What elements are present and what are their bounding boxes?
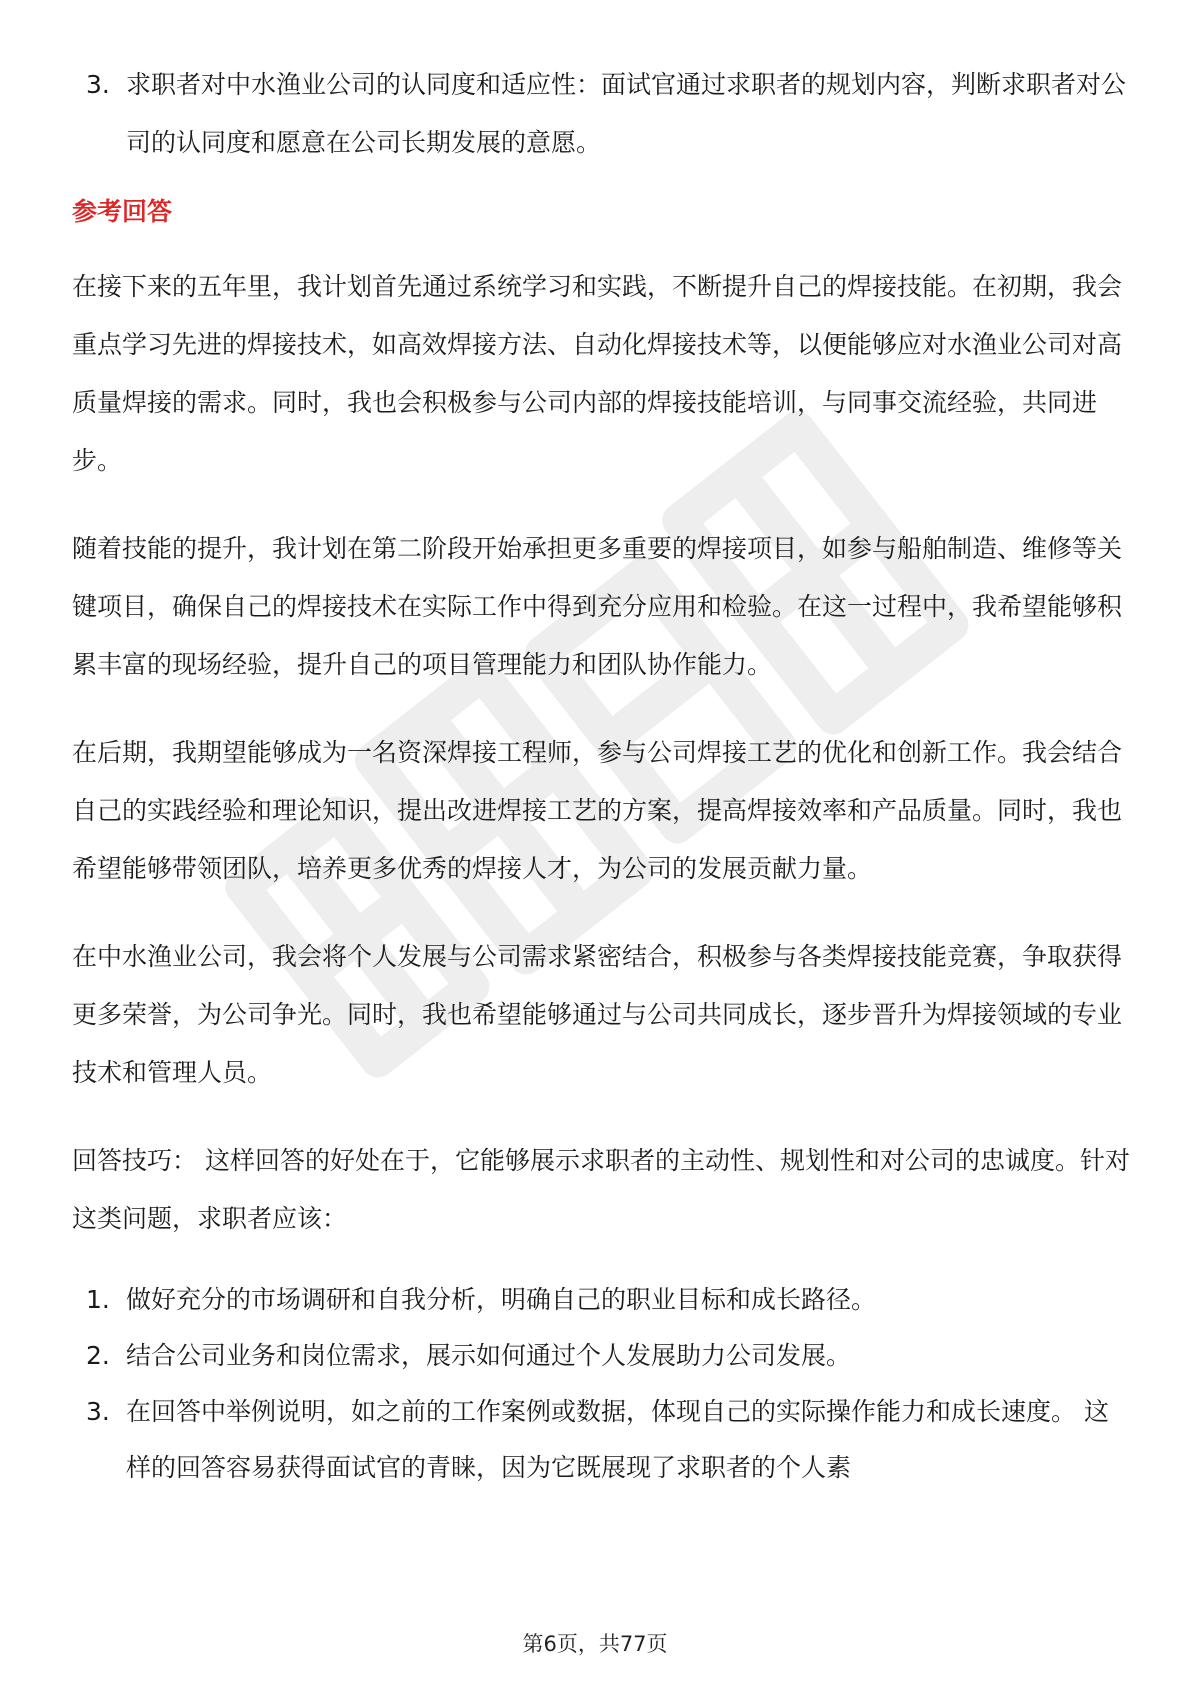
list-text: 做好充分的市场调研和自我分析，明确自己的职业目标和成长路径。 — [126, 1285, 877, 1314]
list-number: 3. — [86, 1397, 110, 1426]
answer-paragraph-1: 在接下来的五年里，我计划首先通过系统学习和实践，不断提升自己的焊接技能。在初期，我会重点学习先进的焊接技术，如高效焊接方法、自动化焊接技术等，以便能够应对水渔业公司对高质量焊接的需求。同时，我也会积极参与公司内部的焊接技能培训，与同事交流经验，共同进步。 — [72, 272, 1123, 475]
list-number: 2. — [86, 1341, 110, 1370]
section-heading: 参考回答 — [72, 197, 173, 226]
tips-paragraph: 回答技巧： 这样回答的好处在于，它能够展示求职者的主动性、规划性和对公司的忠诚度。针对这类问题，求职者应该： — [72, 1146, 1130, 1233]
page-footer: 第6页，共77页 — [522, 1632, 668, 1656]
criteria-list — [72, 56, 1132, 172]
answer-paragraph-2: 随着技能的提升，我计划在第二阶段开始承担更多重要的焊接项目，如参与船舶制造、维修等关键项目，确保自己的焊接技术在实际工作中得到充分应用和检验。在这一过程中，我希望能够积累丰富的现场经验，提升自己的项目管理能力和团队协作能力。 — [72, 534, 1123, 679]
list-item — [72, 1328, 1132, 1384]
list-item — [72, 1384, 1132, 1496]
answer-paragraph-4: 在中水渔业公司，我会将个人发展与公司需求紧密结合，积极参与各类焊接技能竞赛，争取获得更多荣誉，为公司争光。同时，我也希望能够通过与公司共同成长，逐步晋升为焊接领域的专业技术和管理人员。 — [72, 942, 1123, 1087]
list-number: 1. — [86, 1285, 110, 1314]
list-text: 结合公司业务和岗位需求，展示如何通过个人发展助力公司发展。 — [126, 1341, 852, 1370]
list-item — [72, 1272, 1132, 1328]
list-text: 在回答中举例说明，如之前的工作案例或数据，体现自己的实际操作能力和成长速度。 这样的回答容易获得面试官的青睐，因为它既展现了求职者的个人素 — [126, 1397, 1109, 1482]
tips-list — [72, 1272, 1132, 1496]
document-body — [72, 56, 1132, 1496]
answer-paragraph-3: 在后期，我期望能够成为一名资深焊接工程师，参与公司焊接工艺的优化和创新工作。我会结合自己的实践经验和理论知识，提出改进焊接工艺的方案，提高焊接效率和产品质量。同时，我也希望能够带领团队，培养更多优秀的焊接人才，为公司的发展贡献力量。 — [72, 738, 1123, 883]
list-text: 求职者对中水渔业公司的认同度和适应性：面试官通过求职者的规划内容，判断求职者对公司的认同度和愿意在公司长期发展的意愿。 — [126, 70, 1127, 157]
list-item — [72, 56, 1132, 172]
list-number: 3. — [86, 70, 110, 99]
